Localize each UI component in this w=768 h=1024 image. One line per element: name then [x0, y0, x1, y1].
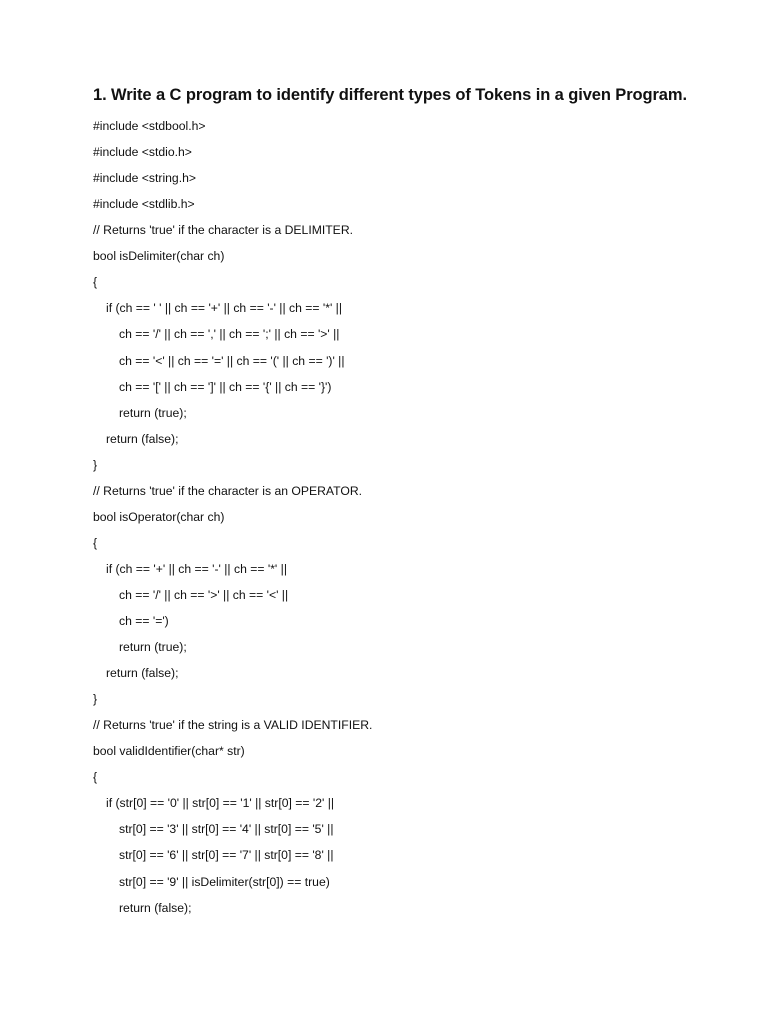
code-line: ch == '[' || ch == ']' || ch == '{' || ch == '}')	[119, 379, 332, 394]
code-line: str[0] == '3' || str[0] == '4' || str[0] == '5' ||	[119, 822, 334, 837]
code-line: {	[93, 535, 98, 550]
code-line: #include <string.h>	[93, 171, 196, 186]
code-line: return (false);	[106, 431, 179, 446]
code-line: return (false);	[119, 900, 192, 915]
code-line: ch == '<' || ch == '=' || ch == '(' || ch == ')' ||	[119, 353, 345, 368]
code-line: ch == '/' || ch == ',' || ch == ';' || ch == '>' ||	[119, 327, 340, 342]
code-line: }	[93, 457, 98, 472]
code-line: {	[93, 770, 98, 785]
code-line: }	[93, 692, 98, 707]
code-line: #include <stdbool.h>	[93, 119, 206, 133]
code-line: str[0] == '9' || isDelimiter(str[0]) == true)	[119, 874, 330, 889]
code-line: bool isDelimiter(char ch)	[93, 249, 225, 264]
code-line: #include <stdlib.h>	[93, 197, 195, 212]
code-line: // Returns 'true' if the character is a DELIMITER.	[93, 223, 354, 238]
code-line: {	[93, 275, 98, 290]
code-line: str[0] == '6' || str[0] == '7' || str[0] == '8' ||	[119, 848, 334, 863]
code-line: // Returns 'true' if the string is a VALID IDENTIFIER.	[93, 718, 373, 733]
code-line: return (true);	[119, 640, 187, 654]
code-line: // Returns 'true' if the character is an OPERATOR.	[93, 483, 363, 498]
code-line: bool isOperator(char ch)	[93, 509, 225, 524]
code-line: if (str[0] == '0' || str[0] == '1' || str[0] == '2' ||	[106, 796, 335, 811]
code-line: bool validIdentifier(char* str)	[93, 744, 245, 759]
code-line: return (false);	[106, 666, 179, 681]
code-line: if (ch == ' ' || ch == '+' || ch == '-' || ch == '*' ||	[106, 301, 343, 316]
code-line: return (true);	[119, 405, 187, 420]
code-line: ch == '/' || ch == '>' || ch == '<' ||	[119, 587, 289, 602]
code-line: #include <stdio.h>	[93, 145, 192, 160]
code-line: ch == '=')	[119, 614, 169, 628]
page-heading: 1. Write a C program to identify different types of Tokens in a given Program.	[93, 86, 687, 104]
code-line: if (ch == '+' || ch == '-' || ch == '*' ||	[106, 561, 287, 576]
